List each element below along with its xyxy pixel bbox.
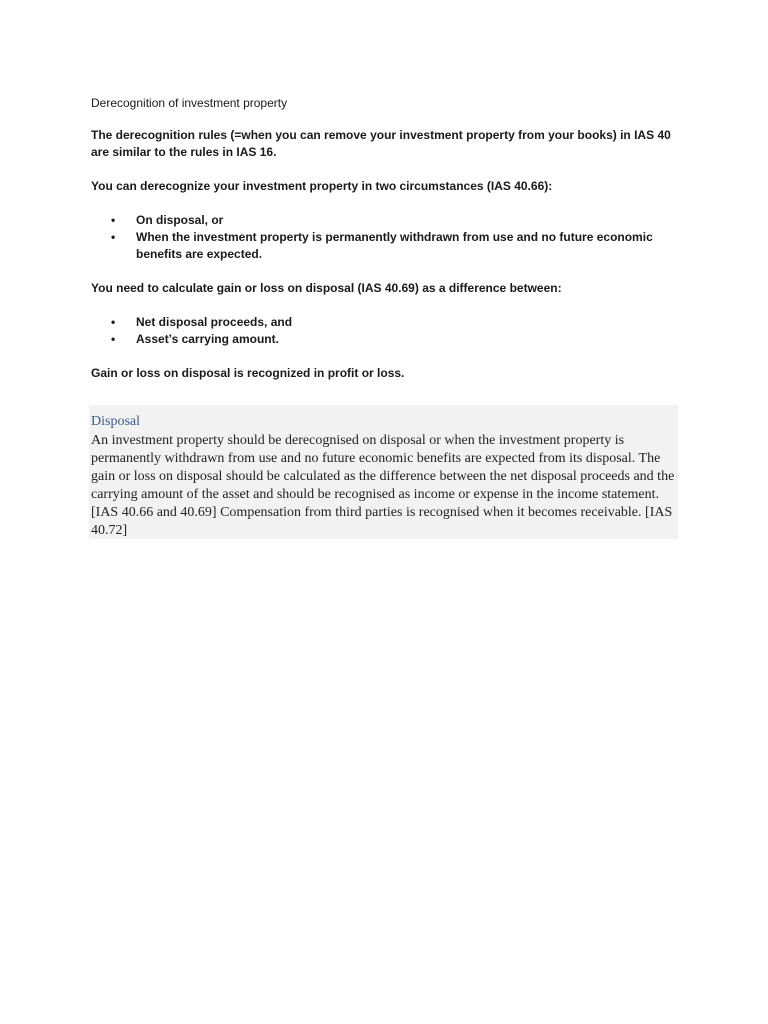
circumstances-paragraph: You can derecognize your investment property in two circumstances (IAS 40.66): — [91, 179, 553, 193]
difference-list — [91, 314, 681, 348]
list-item-text: Net disposal proceeds, and — [136, 315, 293, 329]
document-title: Derecognition of investment property — [91, 96, 288, 110]
intro-paragraph: The derecognition rules (=when you can remove your investment property from your books) in IAS 40 are similar to the rules in IAS 16. — [91, 128, 671, 159]
bullet-icon: • — [111, 332, 116, 346]
gain-loss-paragraph: You need to calculate gain or loss on disposal (IAS 40.69) as a difference between: — [91, 281, 562, 295]
bullet-icon: • — [111, 213, 116, 227]
disposal-quote-box — [89, 405, 678, 539]
circumstances-list — [91, 212, 681, 263]
bullet-icon: • — [111, 230, 116, 244]
list-item-text: When the investment property is permanently withdrawn from use and no future economic benefits are expected. — [136, 230, 653, 261]
list-item — [91, 212, 666, 229]
recognition-paragraph: Gain or loss on disposal is recognized in profit or loss. — [91, 366, 405, 380]
quote-body: An investment property should be derecognised on disposal or when the investment property is permanently withdrawn from use and no future economic benefits are expected from its disposal. The gain or loss on disposal should be calculated as the difference between the net disposal proceeds and the carrying amount of the asset and should be recognised as income or expense in the income statement. [IAS 40.66 and 40.69] Compensation from third parties is recognised when it becomes receivable. [IAS 40.72] — [91, 433, 675, 538]
list-item — [91, 229, 666, 263]
list-item — [91, 314, 666, 331]
document-body — [91, 95, 681, 399]
list-item-text: Asset’s carrying amount. — [136, 332, 279, 346]
list-item-text: On disposal, or — [136, 213, 224, 227]
bullet-icon: • — [111, 315, 116, 329]
quote-heading: Disposal — [91, 414, 140, 429]
list-item — [91, 331, 666, 348]
